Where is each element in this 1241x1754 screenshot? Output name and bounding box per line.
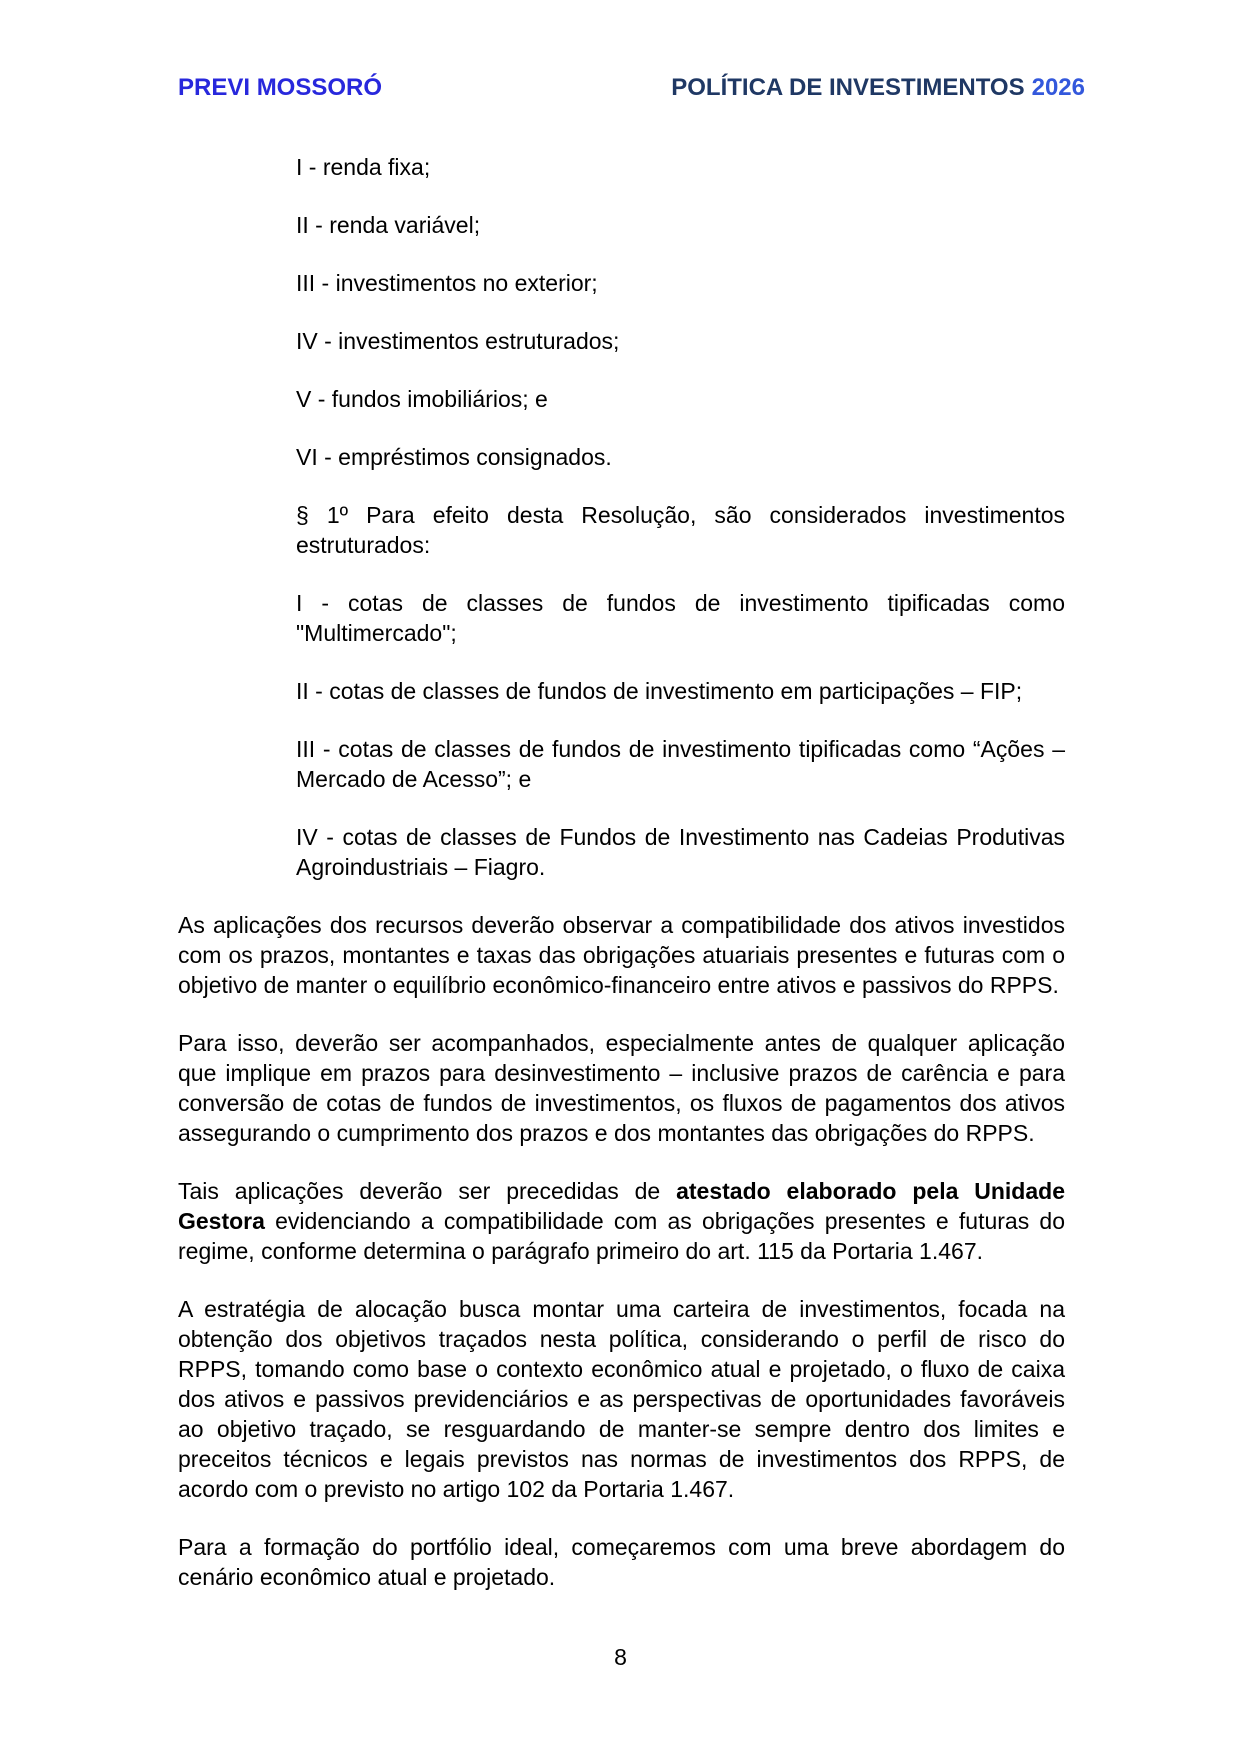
doc-title-group <box>671 74 1085 102</box>
page-header <box>178 74 1085 102</box>
list-item-6: VI - empréstimos consignados. <box>296 444 612 470</box>
body-paragraph-1: As aplicações dos recursos deverão observar a compatibilidade dos ativos investidos com os prazos, montantes e taxas das obrigações atuariais presentes e futuras com o objetivo de manter o equilíbrio econômico-financeiro entre ativos e passivos do RPPS. <box>178 912 1065 998</box>
list-item-3: III - investimentos no exterior; <box>296 270 598 296</box>
page-number: 8 <box>614 1644 627 1670</box>
list-item-2: II - renda variável; <box>296 212 481 238</box>
paragraph-section-1: § 1º Para efeito desta Resolução, são considerados investimentos estruturados: <box>296 502 1065 558</box>
body-paragraph-4: A estratégia de alocação busca montar uma carteira de investimentos, focada na obtenção dos objetivos traçados nesta política, considerando o perfil de risco do RPPS, tomando como base o contexto econômico atual e projetado, o fluxo de caixa dos ativos e passivos previdenciários e as perspectivas de oportunidades favoráveis ao objetivo traçado, se resguardando de manter-se sempre dentro dos limites e preceitos técnicos e legais previstos nas normas de investimentos dos RPPS, de acordo com o previsto no artigo 102 da Portaria 1.467. <box>178 1296 1065 1502</box>
body-paragraph-3 <box>178 1176 1065 1266</box>
list-item-8: II - cotas de classes de fundos de investimento em participações – FIP; <box>296 678 1023 704</box>
body-paragraph-2: Para isso, deverão ser acompanhados, especialmente antes de qualquer aplicação que implique em prazos para desinvestimento – inclusive prazos de carência e para conversão de cotas de fundos de investimentos, os fluxos de pagamentos dos ativos assegurando o cumprimento dos prazos e dos montantes das obrigações do RPPS. <box>178 1030 1065 1146</box>
doc-year: 2026 <box>1031 74 1085 101</box>
list-item-10: IV - cotas de classes de Fundos de Investimento nas Cadeias Produtivas Agroindustriais – Fiagro. <box>296 824 1065 880</box>
body-paragraph-5: Para a formação do portfólio ideal, começaremos com uma breve abordagem do cenário econômico atual e projetado. <box>178 1534 1065 1590</box>
list-item-5: V - fundos imobiliários; e <box>296 386 548 412</box>
doc-title: POLÍTICA DE INVESTIMENTOS <box>671 74 1025 101</box>
paragraph-text: evidenciando a compatibilidade com as obrigações presentes e futuras do regime, conforme determina o parágrafo primeiro do art. 115 da Portaria 1.467. <box>178 1208 1065 1264</box>
list-item-4: IV - investimentos estruturados; <box>296 328 620 354</box>
document-body <box>178 152 1065 1620</box>
list-item-9: III - cotas de classes de fundos de investimento tipificadas como “Ações – Mercado de Acesso”; e <box>296 736 1065 792</box>
paragraph-text: Tais aplicações deverão ser precedidas de <box>178 1178 677 1204</box>
list-item-7: I - cotas de classes de fundos de investimento tipificadas como "Multimercado"; <box>296 590 1065 646</box>
org-name: PREVI MOSSORÓ <box>178 74 383 101</box>
paragraph-bold-text: atestado elaborado pela Unidade Gestora <box>178 1178 1065 1234</box>
list-item-1: I - renda fixa; <box>296 154 431 180</box>
